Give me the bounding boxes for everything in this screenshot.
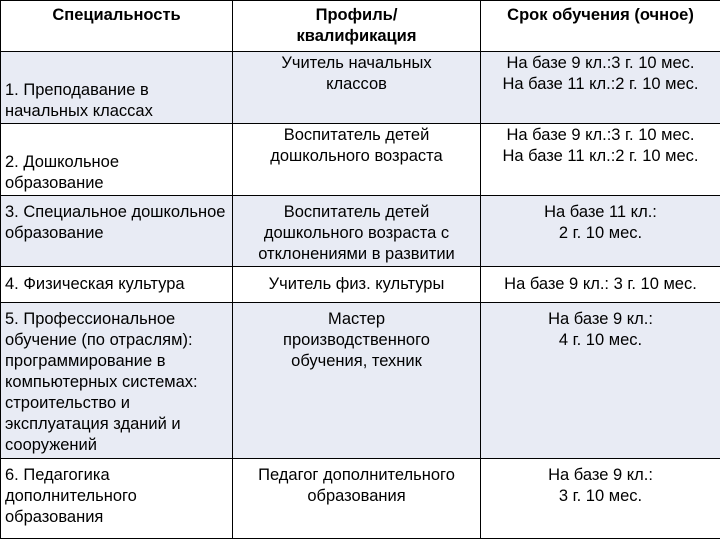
header-row xyxy=(1,1,720,52)
header-profile: Профиль/ квалификация xyxy=(233,1,481,52)
duration-line: На базе 9 кл.: 3 г. 10 мес. xyxy=(504,275,697,293)
duration-cell xyxy=(481,52,720,124)
profile-cell: Педагог дополнительного образования xyxy=(233,459,481,539)
duration-cell xyxy=(481,459,720,539)
duration-line: На базе 9 кл.: xyxy=(548,466,653,484)
duration-cell xyxy=(481,267,720,303)
duration-line: 4 г. 10 мес. xyxy=(558,331,643,349)
duration-cell xyxy=(481,303,720,459)
table-row xyxy=(1,303,720,459)
specialty-cell: 3. Специальное дошкольное образование xyxy=(1,196,233,267)
specialty-cell: 6. Педагогика дополнительного образования xyxy=(1,459,233,539)
duration-cell xyxy=(481,196,720,267)
specialty-cell: 2. Дошкольное образование xyxy=(1,124,233,196)
table-row xyxy=(1,52,720,124)
specialty-cell: 5. Профессиональное обучение (по отраслям): программирование в компьютерных системах: строительство и эксплуатация зданий и сооружений xyxy=(1,303,233,459)
duration-line: На базе 9 кл.:3 г. 10 мес. xyxy=(506,126,695,144)
duration-line: На базе 11 кл.:2 г. 10 мес. xyxy=(502,75,699,93)
table-row xyxy=(1,124,720,196)
duration-line: На базе 11 кл.: xyxy=(544,203,657,221)
duration-line: На базе 11 кл.:2 г. 10 мес. xyxy=(502,147,699,165)
profile-cell: Воспитатель детей дошкольного возраста с отклонениями в развитии xyxy=(233,196,481,267)
header-duration: Срок обучения (очное) xyxy=(481,1,720,52)
profile-cell: Учитель начальных классов xyxy=(233,52,481,124)
table-row xyxy=(1,267,720,303)
profile-cell: Учитель физ. культуры xyxy=(233,267,481,303)
profile-cell: Мастер производственного обучения, техник xyxy=(233,303,481,459)
duration-line: На базе 9 кл.:3 г. 10 мес. xyxy=(506,54,695,72)
specialty-cell: 4. Физическая культура xyxy=(1,267,233,303)
duration-line: На базе 9 кл.: xyxy=(548,310,653,328)
duration-line: 3 г. 10 мес. xyxy=(558,487,643,505)
specialty-cell: 1. Преподавание в начальных классах xyxy=(1,52,233,124)
table-row xyxy=(1,459,720,539)
profile-cell: Воспитатель детей дошкольного возраста xyxy=(233,124,481,196)
duration-cell xyxy=(481,124,720,196)
duration-line: 2 г. 10 мес. xyxy=(558,224,643,242)
table-row xyxy=(1,196,720,267)
header-specialty: Специальность xyxy=(1,1,233,52)
